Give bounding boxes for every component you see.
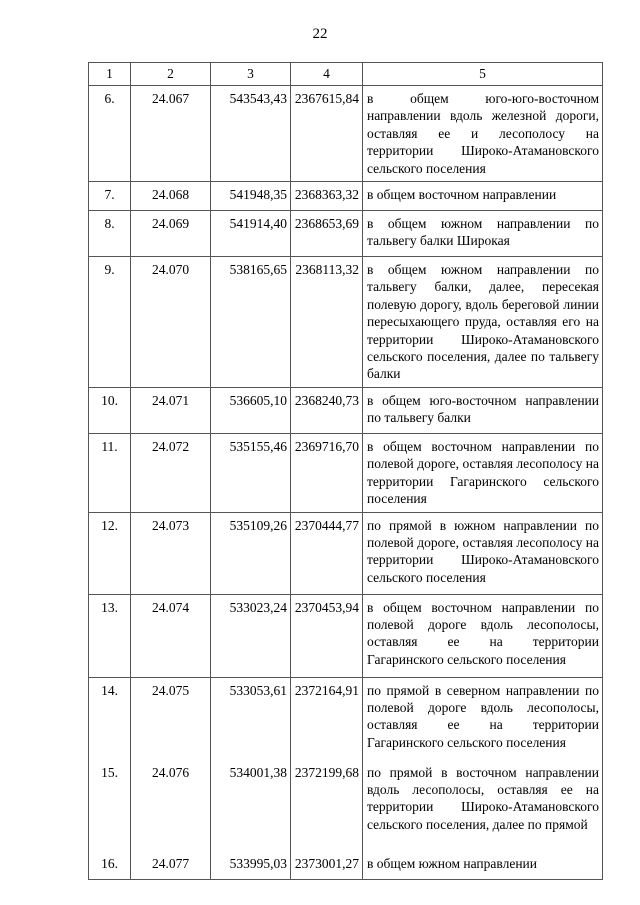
header-col-4: 4 [291,63,363,86]
header-col-3: 3 [211,63,291,86]
row-number: 12. [89,512,131,594]
point-code: 24.071 [131,387,211,433]
coordinate-x: 535155,46 [211,433,291,512]
header-col-5: 5 [363,63,603,86]
row-number: 10. [89,387,131,433]
coordinate-x: 536605,10 [211,387,291,433]
boundary-description: по прямой в северном направлении по полевой дороге вдоль лесополосы, оставляя ее на территории Гагаринского сельского поселения [363,677,603,760]
coordinate-x: 535109,26 [211,512,291,594]
table-row [89,211,603,257]
boundary-description: в общем южном направлении по тальвегу балки, далее, пересекая полевую дорогу, вдоль береговой линии пересыхающего пруда, оставляя его на территории Широко-Атамановского сельского поселения, далее по тальвегу балки [363,257,603,388]
coordinate-x: 541914,40 [211,211,291,257]
row-number: 8. [89,211,131,257]
coordinate-y: 2372164,91 [291,677,363,760]
point-code: 24.069 [131,211,211,257]
boundary-table [88,62,603,880]
boundary-description: в общем юго-юго-восточном направлении вдоль железной дороги, оставляя ее и лесополосу на территории Широко-Атамановского сельского поселения [363,86,603,182]
boundary-description: по прямой в южном направлении по полевой дороге, оставляя лесополосу на территории Широко-Атамановского сельского поселения [363,512,603,594]
coordinate-y: 2370453,94 [291,594,363,677]
coordinate-y: 2368363,32 [291,182,363,211]
row-number: 14. [89,677,131,760]
table-row [89,850,603,879]
point-code: 24.072 [131,433,211,512]
coordinate-x: 533053,61 [211,677,291,760]
row-number: 15. [89,760,131,851]
table-row [89,387,603,433]
point-code: 24.067 [131,86,211,182]
point-code: 24.070 [131,257,211,388]
boundary-description: в общем восточном направлении по полевой дороге вдоль лесополосы, оставляя ее на территории Гагаринского сельского поселения [363,594,603,677]
table-row [89,594,603,677]
table-row [89,760,603,851]
row-number: 13. [89,594,131,677]
boundary-description: в общем юго-восточном направлении по тальвегу балки [363,387,603,433]
coordinate-y: 2373001,27 [291,850,363,879]
row-number: 9. [89,257,131,388]
coordinate-x: 538165,65 [211,257,291,388]
coordinate-x: 541948,35 [211,182,291,211]
point-code: 24.077 [131,850,211,879]
point-code: 24.075 [131,677,211,760]
coordinate-x: 533023,24 [211,594,291,677]
coordinate-y: 2369716,70 [291,433,363,512]
boundary-description: в общем восточном направлении [363,182,603,211]
row-number: 6. [89,86,131,182]
page-number: 22 [312,26,328,42]
coordinate-y: 2370444,77 [291,512,363,594]
point-code: 24.068 [131,182,211,211]
table-row [89,677,603,760]
boundary-description: в общем восточном направлении по полевой дороге, оставляя лесополосу на территории Гагаринского сельского поселения [363,433,603,512]
table-row [89,182,603,211]
coordinate-y: 2368653,69 [291,211,363,257]
table-header-row [89,63,603,86]
boundary-description: в общем южном направлении [363,850,603,879]
boundary-description: по прямой в восточном направлении вдоль лесополосы, оставляя ее на территории Широко-Атамановского сельского поселения, далее по прямой [363,760,603,851]
table-row [89,433,603,512]
point-code: 24.074 [131,594,211,677]
row-number: 11. [89,433,131,512]
point-code: 24.073 [131,512,211,594]
coordinate-y: 2367615,84 [291,86,363,182]
header-col-2: 2 [131,63,211,86]
table-row [89,512,603,594]
point-code: 24.076 [131,760,211,851]
coordinate-y: 2368113,32 [291,257,363,388]
table-row [89,257,603,388]
boundary-description: в общем южном направлении по тальвегу балки Широкая [363,211,603,257]
header-col-1: 1 [89,63,131,86]
table-row [89,86,603,182]
row-number: 16. [89,850,131,879]
coordinate-x: 533995,03 [211,850,291,879]
row-number: 7. [89,182,131,211]
coordinate-y: 2368240,73 [291,387,363,433]
coordinate-x: 543543,43 [211,86,291,182]
coordinate-x: 534001,38 [211,760,291,851]
coordinate-y: 2372199,68 [291,760,363,851]
